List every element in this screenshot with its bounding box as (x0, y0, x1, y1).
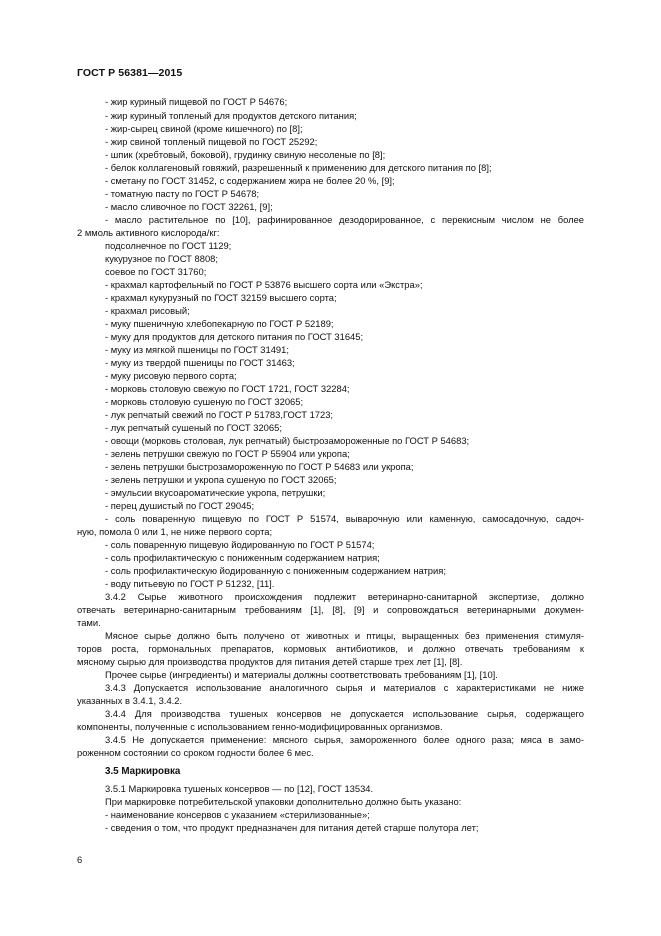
text-line: роженном состоянии со сроком годности более 6 мес. (77, 747, 314, 758)
text-line: - соль поваренную пищевую по ГОСТ Р 51574, выварочную или каменную, самосадочную, садоч- (105, 513, 584, 524)
text-line: При маркировке потребительской упаковки дополнительно должно быть указано: (105, 796, 462, 807)
text-line: - сведения о том, что продукт предназначен для питания детей старше полутора лет; (105, 822, 479, 833)
text-line: - соль профилактическую йодированную с пониженным содержанием натрия; (105, 565, 446, 576)
text-line: - морковь столовую сушеную по ГОСТ 32065; (105, 396, 304, 407)
text-line: - соль профилактическую с пониженным содержанием натрия; (105, 552, 380, 563)
page-number: 6 (77, 854, 83, 865)
text-line: - томатную пасту по ГОСТ Р 54678; (105, 188, 260, 199)
text-line: - зелень петрушки свежую по ГОСТ Р 55904 или укропа; (105, 448, 350, 459)
text-line: 3.4.5 Не допускается применение: мясного сырья, замороженного более одного раза; мяса в замо- (105, 734, 584, 745)
text-line: - крахмал картофельный по ГОСТ Р 53876 высшего сорта или «Экстра»; (105, 279, 423, 290)
text-line: торов роста, гормональных препаратов, кормовых антибиотиков, и должно отвечать требованиям к (77, 643, 584, 654)
text-line: - масло сливочное по ГОСТ 32261, [9]; (105, 201, 273, 212)
text-line: 3.4.2 Сырье животного происхождения подлежит ветеринарно-санитарной экспертизе, должно (105, 591, 584, 602)
text-line: - соль поваренную пищевую йодированную по ГОСТ Р 51574; (105, 539, 375, 550)
text-line: - жир-сырец свиной (кроме кишечного) по [8]; (105, 123, 303, 134)
text-line: - шпик (хребтовый, боковой), грудинку свиную несоленые по [8]; (105, 149, 386, 160)
text-line: соевое по ГОСТ 31760; (105, 266, 207, 277)
text-line: - зелень петрушки и укропа сушеную по ГОСТ 32065; (105, 474, 337, 485)
text-line: компоненты, полученные с использованием генно-модифицированных организмов. (77, 721, 443, 732)
text-line: 3.4.3 Допускается использование аналогичного сырья и материалов с характеристиками не ниже (105, 682, 584, 693)
text-line: 2 ммоль активного кислорода/кг: (77, 227, 220, 238)
text-line: - сметану по ГОСТ 31452, с содержанием жира не более 20 %, [9]; (105, 175, 395, 186)
text-line: тами. (77, 617, 101, 628)
text-line: - муку рисовую первого сорта; (105, 370, 237, 381)
text-line: - муку из мягкой пшеницы по ГОСТ 31491; (105, 344, 289, 355)
text-line: подсолнечное по ГОСТ 1129; (105, 240, 232, 251)
text-line: - жир куриный пищевой по ГОСТ Р 54676; (105, 96, 288, 107)
text-line: Прочее сырье (ингредиенты) и материалы должны соответствовать требованиям [1], [10]. (105, 669, 498, 680)
text-line: - эмульсии вкусоароматические укропа, петрушки; (105, 487, 326, 498)
text-line: - наименование консервов с указанием «стерилизованные»; (105, 809, 370, 820)
text-line: мясному сырью для производства продуктов для питания детей старше трех лет [1], [8]. (77, 656, 463, 667)
text-line: - морковь столовую свежую по ГОСТ 1721, ГОСТ 32284; (105, 383, 350, 394)
text-line: ную, помола 0 или 1, не ниже первого сорта; (77, 526, 273, 537)
text-line: - масло растительное по [10], рафинированное дезодорированное, с перекисным числом не более (105, 214, 584, 225)
text-line: - муку для продуктов для детского питания по ГОСТ 31645; (105, 331, 364, 342)
text-line: 3.5.1 Маркировка тушеных консервов — по [12], ГОСТ 13534. (105, 783, 374, 794)
text-line: кукурузное по ГОСТ 8808; (105, 253, 218, 264)
text-line: - овощи (морковь столовая, лук репчатый) быстрозамороженные по ГОСТ Р 54683; (105, 435, 470, 446)
text-line: отвечать ветеринарно-санитарным требованиям [1], [8], [9] и сопровождаться ветеринарными докумен- (77, 604, 584, 615)
text-line: 3.4.4 Для производства тушеных консервов не допускается использование сырья, содержащего (105, 708, 584, 719)
text-line: - жир куриный топленый для продуктов детского питания; (105, 110, 357, 121)
text-line: - зелень петрушки быстрозамороженную по ГОСТ Р 54683 или укропа; (105, 461, 414, 472)
text-line: - лук репчатый сушеный по ГОСТ 32065; (105, 422, 282, 433)
document-header: ГОСТ Р 56381—2015 (77, 67, 183, 79)
text-line: - лук репчатый свежий по ГОСТ Р 51783,ГОСТ 1723; (105, 409, 334, 420)
text-line: - крахмал рисовый; (105, 305, 190, 316)
text-line: - муку из твердой пшеницы по ГОСТ 31463; (105, 357, 295, 368)
text-line: - воду питьевую по ГОСТ Р 51232, [11]. (105, 578, 275, 589)
section-heading: 3.5 Маркировка (105, 766, 181, 777)
text-line: указанных в 3.4.1, 3.4.2. (77, 695, 183, 706)
text-line: - перец душистый по ГОСТ 29045; (105, 500, 255, 511)
text-line: - белок коллагеновый говяжий, разрешенный к применению для детского питания по [8]; (105, 162, 492, 173)
text-line: - крахмал кукурузный по ГОСТ 32159 высшего сорта; (105, 292, 337, 303)
text-line: Мясное сырье должно быть получено от животных и птицы, выращенных без применения стимуля- (105, 630, 584, 641)
text-line: - жир свиной топленый пищевой по ГОСТ 25292; (105, 136, 318, 147)
text-line: - муку пшеничную хлебопекарную по ГОСТ Р 52189; (105, 318, 334, 329)
